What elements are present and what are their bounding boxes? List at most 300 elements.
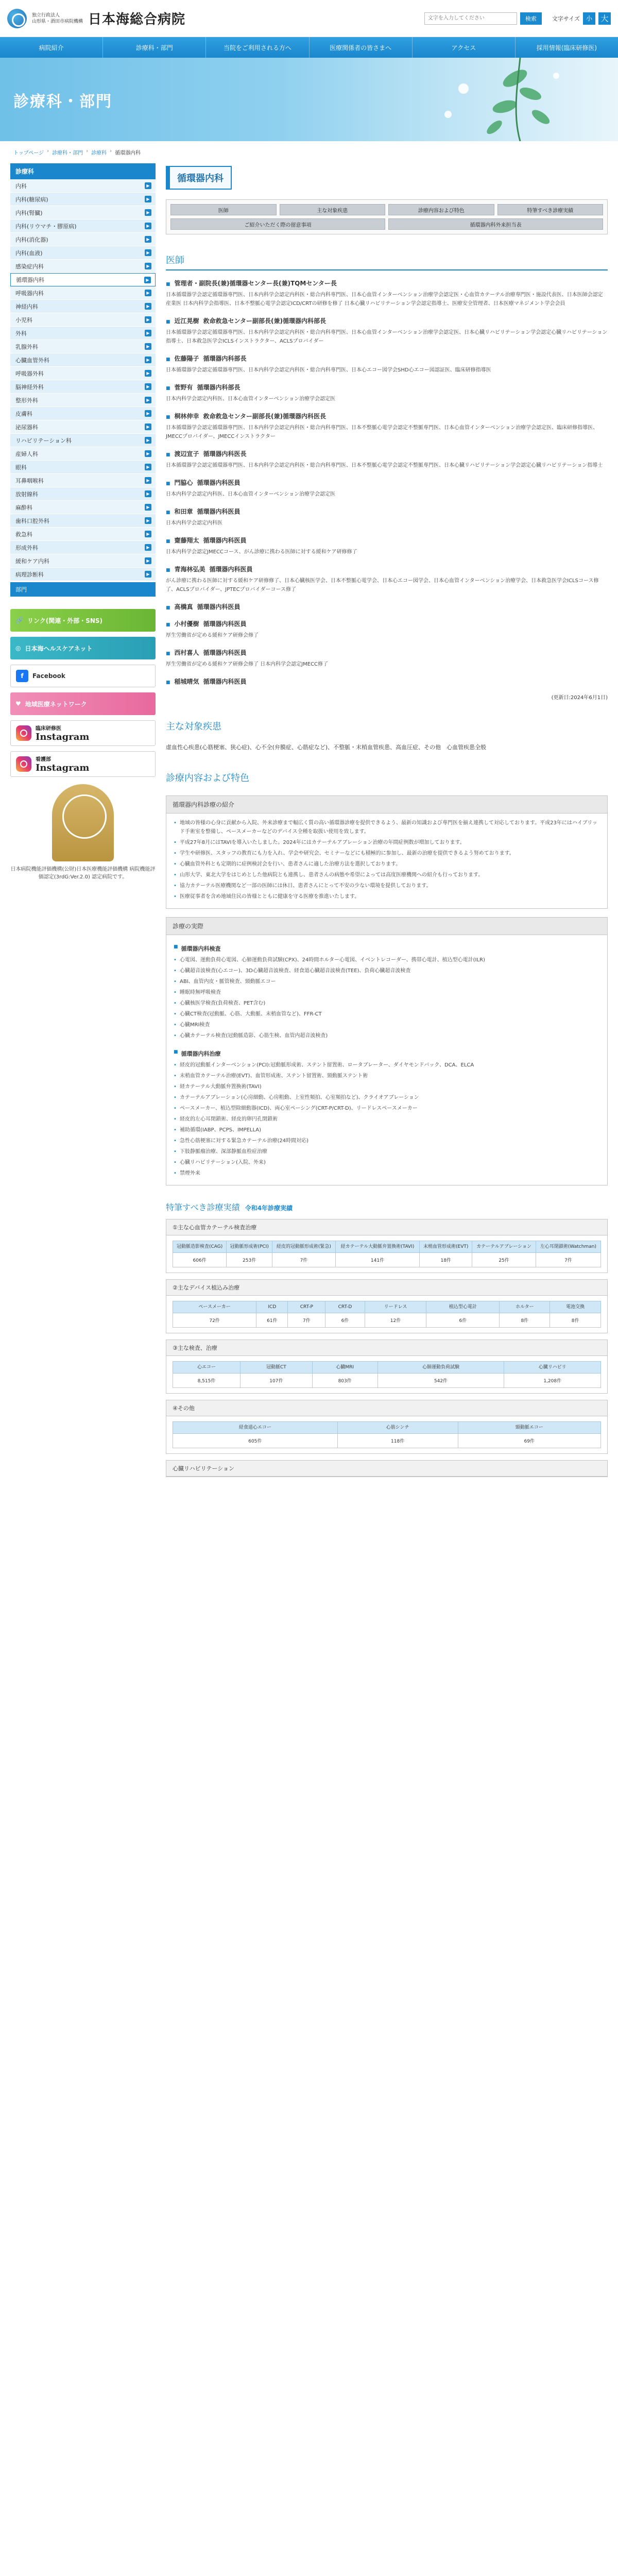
clinical-box-heading: 診療の実際: [166, 918, 607, 935]
sidebar-item[interactable]: [10, 434, 156, 447]
stats-table-2: [166, 1279, 608, 1333]
clinical-item: • ペースメーカー、植込型除細動器(ICD)、両心室ペーシング(CRT-P/CRT-D)、リードレスペースメーカー: [174, 1104, 600, 1113]
doctor-entry: [166, 602, 608, 611]
table-cell: 8,515件: [173, 1374, 241, 1388]
doctor-name: 小村優樹: [174, 620, 199, 628]
instagram-banner-subtitle: 臨床研修医: [36, 726, 61, 732]
clinical-item: • 経皮的冠動脈インターベンション(PCI):冠動脈形成術、ステント留置術、ロータブレーター、ダイヤモンドバック、DCA、ELCA: [174, 1061, 600, 1070]
clinical-sub-heading: 循環器内科検査: [181, 945, 221, 952]
chevron-right-icon: ▶: [145, 477, 151, 484]
table-header: 頸動脈エコー: [458, 1422, 600, 1434]
table-row: [173, 1434, 601, 1448]
font-size-label: 文字サイズ: [552, 15, 580, 22]
doctor-entry: [166, 677, 608, 686]
doctor-name: 桐林伸幸: [174, 413, 199, 420]
square-bullet-icon: ■: [166, 386, 170, 391]
table-header: ペースメーカー: [173, 1301, 256, 1313]
sidebar-item[interactable]: [10, 487, 156, 501]
doctor-name: 近江晃樹: [174, 317, 199, 325]
doctor-title: 循環器内科医員: [203, 620, 247, 628]
table-cell: 141件: [335, 1253, 419, 1267]
sidebar-item[interactable]: [10, 380, 156, 394]
feature-item: • 平成27年8月にはTAVIを導入いたしました。2024年にはカテーテルアブレーション治療の年間症例数が増加しております。: [174, 838, 600, 847]
chevron-right-icon: ▶: [145, 223, 151, 229]
breadcrumb-home[interactable]: トップページ: [13, 150, 44, 156]
sidebar-item[interactable]: [10, 246, 156, 260]
table-cell: 7件: [536, 1253, 600, 1267]
accreditation-block: [10, 784, 156, 881]
chevron-right-icon: ▶: [145, 370, 151, 377]
stats-table-3: [166, 1340, 608, 1394]
square-bullet-icon: ■: [166, 510, 170, 515]
sidebar-item-label: 乳腺外科: [15, 343, 38, 350]
targets-text: 虚血性心疾患(心筋梗塞、狭心症)、心不全(弁膜症、心筋症など)、不整脈・末梢血管疾患、高血圧症、その他 心血管疾患全般: [166, 744, 487, 751]
table-cell: 542件: [377, 1374, 504, 1388]
link-icon: 🔗: [15, 617, 23, 624]
doctor-title: 循環器内科部長: [203, 355, 247, 362]
sidebar-item-label: 外科: [15, 330, 27, 337]
doctor-credentials: 日本内科学会認定内科医、日本心血管インターベンション治療学会認定医: [166, 492, 336, 497]
stats-table-4: [166, 1400, 608, 1454]
sidebar-item-label: 救急科: [15, 531, 32, 538]
doctor-title: 循環器内科医員: [203, 649, 247, 656]
page-banner: [0, 58, 618, 141]
sidebar-item[interactable]: [10, 193, 156, 206]
sidebar-item[interactable]: [10, 461, 156, 474]
sidebar-item-label: 緩和ケア内科: [15, 557, 49, 565]
chevron-right-icon: ▶: [145, 330, 151, 336]
chevron-right-icon: ▶: [145, 410, 151, 417]
table-cell: 606件: [173, 1253, 227, 1267]
table-header: 左心耳閉鎖術(Watchman): [536, 1241, 600, 1253]
chevron-right-icon: ▶: [145, 343, 151, 350]
doctor-entry: [166, 383, 608, 403]
stats-table-heading: ④その他: [166, 1400, 607, 1416]
table-header: ICD: [256, 1301, 288, 1313]
doctor-title: 循環器内科医員: [203, 678, 247, 685]
table-cell: 69件: [458, 1434, 600, 1448]
sidebar-item[interactable]: [10, 447, 156, 461]
sidebar-item[interactable]: [10, 260, 156, 273]
sidebar-item[interactable]: [10, 394, 156, 407]
table-header: 心臓MRI: [312, 1362, 377, 1374]
sidebar-item[interactable]: [10, 474, 156, 487]
doctor-credentials: 日本内科学会認定内科医: [166, 520, 222, 526]
tab-features[interactable]: 診療内容および特色: [388, 204, 494, 215]
table-header: 電池交換: [550, 1301, 601, 1313]
square-bullet-icon: ■: [166, 539, 170, 544]
hospital-logo-icon: [7, 9, 27, 28]
sidebar-item-label: 小児科: [15, 316, 32, 324]
stats-table: [173, 1361, 601, 1388]
chevron-right-icon: ▶: [145, 182, 151, 189]
chevron-right-icon: ▶: [144, 277, 151, 283]
breadcrumb-clinical[interactable]: 診療科: [91, 150, 107, 156]
square-bullet-icon: ■: [174, 1049, 178, 1055]
instagram-banner-subtitle: 看護部: [36, 757, 51, 762]
chevron-right-icon: ▶: [145, 290, 151, 296]
sidebar-item[interactable]: [10, 340, 156, 353]
feature-item: • 協力カテーテル医療機関など一部の医師には休日、患者さんにとって不安の少ない環境を提供しております。: [174, 882, 600, 890]
instagram-banner-title: Instagram: [36, 762, 90, 773]
clinical-item: • 末梢血管カテーテル治療(EVT)、血管形成術、ステント留置術、頸動脈ステント術: [174, 1072, 600, 1080]
table-cell: 61件: [256, 1313, 288, 1328]
page-title: 循環器内科: [166, 166, 232, 190]
stats-table-heading: ③主な検査、治療: [166, 1340, 607, 1356]
heart-icon: ♥: [15, 700, 21, 707]
table-header: 心筋シンチ: [337, 1422, 458, 1434]
square-bullet-icon: ■: [166, 568, 170, 573]
stats-table-heading: ②主なデバイス植込み治療: [166, 1280, 607, 1296]
search-input[interactable]: [424, 12, 517, 25]
sidebar-item[interactable]: [10, 554, 156, 568]
sidebar: [10, 163, 156, 1477]
table-header: 冠動脈形成術(PCI): [227, 1241, 272, 1253]
table-cell: 72件: [173, 1313, 256, 1328]
doctor-entry: [166, 279, 608, 308]
doctor-name: 門脇心: [174, 479, 193, 486]
table-cell: 6件: [325, 1313, 365, 1328]
doctor-entry: [166, 354, 608, 375]
regional-network-banner[interactable]: [10, 692, 156, 715]
table-cell: 6件: [426, 1313, 500, 1328]
sidebar-item[interactable]: [10, 528, 156, 541]
sidebar-item[interactable]: [10, 514, 156, 528]
doctor-entry: [166, 449, 608, 470]
sidebar-item-label: 心臓血管外科: [15, 357, 49, 364]
sidebar-item[interactable]: [10, 206, 156, 219]
sidebar-item-label: 整形外科: [15, 397, 38, 404]
doctor-title: 循環器内科医員: [197, 603, 241, 611]
square-bullet-icon: ■: [174, 944, 178, 950]
doctor-title: 循環器内科部長: [197, 384, 241, 391]
healthcare-net-banner[interactable]: [10, 637, 156, 659]
table-cell: 605件: [173, 1434, 338, 1448]
sidebar-item[interactable]: [10, 353, 156, 367]
stats-table-heading: ①主な心血管カテーテル検査治療: [166, 1219, 607, 1235]
clinical-item: • 経カテーテル大動脈弁置換術(TAVI): [174, 1082, 600, 1091]
sidebar-item-label: 麻酔科: [15, 504, 32, 511]
clinical-item: • 経皮的左心耳閉鎖術、経皮的卵円孔閉鎖術: [174, 1115, 600, 1124]
tab-outpatient-schedule[interactable]: 循環器内科外来担当表: [388, 218, 603, 230]
chevron-right-icon: ▶: [145, 316, 151, 323]
stats-table: [173, 1241, 601, 1267]
logo-small-line-1: 独立行政法人: [32, 12, 60, 18]
gnav-item-departments[interactable]: 診療科・部門: [103, 37, 206, 58]
sidebar-item-label: 内科(糖尿病): [15, 196, 48, 203]
network-icon: ◎: [15, 645, 21, 652]
doctor-name: 菅野有: [174, 384, 193, 391]
clinical-item: • 心臓核医学検査(負荷検査、PET含む): [174, 999, 600, 1008]
sidebar-item-label: 呼吸器外科: [15, 370, 44, 377]
doctor-name: 和田章: [174, 508, 193, 515]
sidebar-section-departments[interactable]: 部門: [10, 582, 156, 597]
doctor-entry: [166, 536, 608, 556]
accreditation-text: 日本病院機能評価機構(公財)日本医療機能評価機構 病院機能評価認定(3rdG:Ver.2.0) 認定病院です。: [10, 867, 156, 880]
chevron-right-icon: ▶: [145, 504, 151, 511]
table-header: リードレス: [365, 1301, 426, 1313]
table-cell: 107件: [240, 1374, 312, 1388]
site-header: [0, 0, 618, 37]
doctor-title: 救命救急センター副部長(兼)循環器内科医長: [203, 413, 327, 420]
table-cell: 25件: [472, 1253, 536, 1267]
table-cell: 18件: [420, 1253, 472, 1267]
clinical-sub-heading: 循環器内科治療: [181, 1050, 221, 1057]
instagram-banner-title: Instagram: [36, 732, 90, 742]
square-bullet-icon: ■: [166, 605, 170, 611]
breadcrumb-departments[interactable]: 診療科・部門: [52, 150, 83, 156]
table-header: CRT-D: [325, 1301, 365, 1313]
sidebar-item[interactable]: [10, 501, 156, 514]
nursing-instagram-banner[interactable]: [10, 751, 156, 777]
sidebar-item[interactable]: [10, 179, 156, 193]
stats-table: [173, 1301, 601, 1328]
chevron-right-icon: ▶: [145, 571, 151, 578]
sidebar-item-label: 歯科口腔外科: [15, 517, 49, 524]
feature-item: • 地域の皆様の心身に貢献から入院、外来診療まで幅広く質の高い循環器診療を提供できるよう、最新の知識および専門医を揃え連携して対応しております。平成23年にはハイブリッド手術室を整備し、ペースメーカーなどのデバイス全種を取扱い使用を致します。: [174, 819, 600, 836]
site-logo[interactable]: [7, 9, 185, 28]
accreditation-badge-icon[interactable]: [52, 784, 114, 861]
sidebar-item[interactable]: [10, 313, 156, 327]
sidebar-item-label: リハビリテーション科: [15, 437, 72, 444]
breadcrumb-current: 循環器内科: [115, 150, 141, 156]
chevron-right-icon: ▶: [145, 450, 151, 457]
feature-item: • 学生や研修医、スタッフの教育にも力を入れ、学会や研究会、セミナーなどにも積極的に参加し、最新の治療を提供できるよう努めております。: [174, 849, 600, 858]
square-bullet-icon: ■: [166, 415, 170, 420]
tab-referral-notes[interactable]: ご紹介いただく際の留意事項: [170, 218, 385, 230]
sidebar-item[interactable]: [10, 300, 156, 313]
sidebar-item-label: 形成外科: [15, 544, 38, 551]
gnav-item-medical-staff[interactable]: 医療関係者の皆さまへ: [310, 37, 413, 58]
stats-table-1: [166, 1219, 608, 1273]
tab-achievements[interactable]: 特筆すべき診療実績: [497, 204, 604, 215]
anchor-tabs: [166, 199, 608, 234]
table-header: 末梢血管形成術(EVT): [420, 1241, 472, 1253]
doctor-title: 救命救急センター副部長(兼)循環器内科部長: [203, 317, 327, 325]
facebook-label: Facebook: [32, 672, 65, 680]
healthcare-net-label: 日本海ヘルスケアネット: [25, 645, 93, 652]
chevron-right-icon: ▶: [145, 531, 151, 537]
doctor-name: 高橋真: [174, 603, 193, 611]
instagram-icon: [16, 725, 31, 741]
square-bullet-icon: ■: [166, 481, 170, 486]
sidebar-item[interactable]: [10, 568, 156, 581]
chevron-right-icon: ▶: [145, 557, 151, 564]
sidebar-item-label: 神経内科: [15, 303, 38, 310]
sidebar-item[interactable]: [10, 233, 156, 246]
sidebar-item[interactable]: [10, 286, 156, 300]
global-nav: [0, 37, 618, 58]
table-cell: 1,208件: [504, 1374, 601, 1388]
sidebar-item-label: 感染症内科: [15, 263, 44, 270]
resident-instagram-banner[interactable]: [10, 720, 156, 746]
doctor-entry: [166, 507, 608, 528]
feature-item: • 医療従事者を含め地域住民の皆様とともに健康を守る医療を推進いたします。: [174, 892, 600, 901]
gnav-item-about[interactable]: 病院紹介: [0, 37, 103, 58]
table-cell: 8件: [500, 1313, 550, 1328]
doctor-entry: [166, 316, 608, 346]
clinical-item: • カテーテルアブレーション(心房細動、心房粗動、上室性頻拍、心室頻拍など)、クライオアブレーション: [174, 1093, 600, 1102]
table-cell: 253件: [227, 1253, 272, 1267]
hospital-name: 日本海総合病院: [88, 12, 186, 27]
regional-network-label: 地域医療ネットワーク: [25, 700, 87, 708]
instagram-icon: [16, 756, 31, 772]
gnav-item-access[interactable]: アクセス: [413, 37, 516, 58]
table-cell: 8件: [550, 1313, 601, 1328]
feature-item: • 山形大学、東北大学をはじめとした他病院とも連携し、患者さんの病態や希望によっては高度医療機関への紹介も行っております。: [174, 871, 600, 879]
font-size-small-button[interactable]: 小: [583, 12, 595, 25]
links-banner-label: リンク(関連・外部・SNS): [27, 617, 103, 624]
clinical-item: • 心臓リハビリテーション(入院、外来): [174, 1158, 600, 1167]
doctor-entry: [166, 565, 608, 594]
doctor-title: 循環器内科医員: [197, 479, 241, 486]
table-header: ホルター: [500, 1301, 550, 1313]
table-header: 心肺運動負荷試験: [377, 1362, 504, 1374]
clinical-item: • ABI、血管内皮・脈管検査、頸動脈エコー: [174, 977, 600, 986]
sidebar-item[interactable]: [10, 367, 156, 380]
chevron-right-icon: ▶: [145, 263, 151, 269]
square-bullet-icon: ■: [166, 319, 170, 325]
clinical-item: • 心電図、運動負荷心電図、心肺運動負荷試験(CPX)、24時間ホルター心電図、イベントレコーダー、携帯心電計、植込型心電計(ILR): [174, 956, 600, 964]
breadcrumb-separator: ›: [86, 148, 89, 154]
doctor-entry: [166, 648, 608, 669]
table-header: 経食道心エコー: [173, 1422, 338, 1434]
clinical-item: • 心臓カテーテル検査(冠動脈造影、心筋生検、血管内超音波検査): [174, 1031, 600, 1040]
table-cell: 7件: [288, 1313, 325, 1328]
sidebar-item-current[interactable]: [10, 273, 156, 286]
search-button[interactable]: 検索: [520, 12, 542, 25]
sidebar-item-label: 脳神経外科: [15, 383, 44, 391]
doctor-credentials: 日本循環器学会認定循環器専門医、日本内科学会認定内科医・総合内科専門医、日本不整脈心電学会認定不整脈専門医、日本心血管インターベンション治療学会認定医、臨床研修指導医、JMECCプロバイダー、JMECCインストラクター: [166, 425, 598, 439]
targets-heading: 主な対象疾患: [166, 721, 221, 732]
doctor-credentials: 厚生労働省が定める緩和ケア研修会修了 日本内科学会認定JMECC修了: [166, 662, 329, 667]
square-bullet-icon: ■: [166, 651, 170, 656]
doctor-credentials: 日本循環器学会認定循環器専門医、日本内科学会認定内科医・総合内科専門医、日本不整脈心電学会認定不整脈専門医、日本心臓リハビリテーション学会認定心臓リハビリテーション指導士: [166, 463, 603, 468]
table-cell: 7件: [272, 1253, 336, 1267]
sidebar-item-label: 内科(腎臓): [15, 209, 43, 216]
clinical-item: • 禁煙外来: [174, 1169, 600, 1178]
table-header: 経カテーテル大動脈弁置換術(TAVI): [335, 1241, 419, 1253]
table-row: [173, 1253, 601, 1267]
sidebar-item-label: 内科(リウマチ・膠原病): [15, 223, 77, 230]
table-row: [173, 1313, 601, 1328]
font-size-large-button[interactable]: 大: [598, 12, 611, 25]
sidebar-item-label: 内科: [15, 182, 27, 190]
gnav-item-recruit[interactable]: 採用情報(臨床研修医): [536, 44, 597, 52]
clinical-item: • 心臓超音波検査(心エコー)、3D心臓超音波検査、経食道心臓超音波検査(TEE)、負荷心臓超音波検査: [174, 967, 600, 975]
tab-diseases[interactable]: 主な対象疾患: [280, 204, 386, 215]
sidebar-item-label: 耳鼻咽喉科: [15, 477, 44, 484]
sidebar-item-label: 内科(消化器): [15, 236, 48, 243]
stats-heading: [166, 1201, 608, 1213]
doctor-entry: [166, 478, 608, 499]
stats-heading-text: 特筆すべき診療実績: [166, 1202, 240, 1212]
doctor-name: 渡辺宣子: [174, 450, 199, 457]
doctor-name: 西村喜人: [174, 649, 199, 656]
banner-title: 診療科・部門: [13, 93, 112, 111]
chevron-right-icon: ▶: [145, 303, 151, 310]
doctor-name: 青海林弘美: [174, 566, 205, 573]
sidebar-item-label: 内科(血液): [15, 249, 43, 257]
table-cell: 118件: [337, 1434, 458, 1448]
square-bullet-icon: ■: [166, 680, 170, 685]
chevron-right-icon: ▶: [145, 357, 151, 363]
chevron-right-icon: ▶: [145, 423, 151, 430]
chevron-right-icon: ▶: [145, 517, 151, 524]
doctor-title: 循環器内科医員: [203, 537, 247, 544]
sidebar-item[interactable]: [10, 420, 156, 434]
sidebar-item-label: 皮膚科: [15, 410, 32, 417]
links-banner[interactable]: [10, 609, 156, 632]
doctor-name: 佐藤陽子: [174, 355, 199, 362]
sidebar-item-label: 産婦人科: [15, 450, 38, 457]
table-header: 心臓リハビリ: [504, 1362, 601, 1374]
chevron-right-icon: ▶: [145, 236, 151, 243]
sidebar-item-label: 泌尿器科: [15, 423, 38, 431]
gnav-item-visitors[interactable]: 当院をご利用される方へ: [206, 37, 309, 58]
facebook-banner[interactable]: [10, 665, 156, 687]
logo-small-line-2: 山形県・酒田市病院機構: [32, 19, 83, 24]
clinical-item: • 睡眠時無呼吸検査: [174, 988, 600, 997]
table-row: [173, 1374, 601, 1388]
table-cell: 12件: [365, 1313, 426, 1328]
sidebar-item[interactable]: [10, 327, 156, 340]
square-bullet-icon: ■: [166, 452, 170, 457]
banner-illustration: [402, 58, 577, 141]
sidebar-item-label: 眼科: [15, 464, 27, 471]
sidebar-item-label: 呼吸器内科: [15, 290, 44, 297]
doctor-entry: [166, 619, 608, 640]
main-content: [166, 163, 608, 1477]
sidebar-heading: 診療科: [10, 163, 156, 179]
feature-item: • 心臓血管外科とも定期的に症例検討会を行い、患者さんに適した治療方法を選択しております。: [174, 860, 600, 869]
facebook-icon: f: [16, 670, 28, 682]
features-box-heading: 循環器内科診療の紹介: [166, 796, 607, 814]
chevron-right-icon: ▶: [145, 209, 151, 216]
tab-doctors[interactable]: 医師: [170, 204, 277, 215]
doctor-entry: [166, 412, 608, 441]
doctor-name: 稲城晴気: [174, 678, 199, 685]
clinical-item: • 心臓CT検査(冠動脈、心筋、大動脈、末梢血管など)、FFR-CT: [174, 1010, 600, 1019]
sidebar-item[interactable]: [10, 541, 156, 554]
chevron-right-icon: ▶: [145, 544, 151, 551]
breadcrumb-separator: ›: [47, 148, 49, 154]
chevron-right-icon: ▶: [145, 464, 151, 470]
doctors-heading: 医師: [166, 253, 608, 270]
sidebar-banners: [10, 609, 156, 777]
table-header: CRT-P: [288, 1301, 325, 1313]
stats-table: [173, 1421, 601, 1448]
sidebar-item[interactable]: [10, 407, 156, 420]
sidebar-item[interactable]: [10, 219, 156, 233]
table-header: 冠動脈造影検査(CAG): [173, 1241, 227, 1253]
table-header: 植込型心電計: [426, 1301, 500, 1313]
stats-rehab-box: [166, 1460, 608, 1477]
doctor-credentials: 厚生労働省が定める緩和ケア研修会修了: [166, 633, 259, 638]
features-heading: 診療内容および特色: [166, 773, 249, 784]
clinical-item: • 急性心筋梗塞に対する緊急カテーテル治療(24時間対応): [174, 1137, 600, 1145]
square-bullet-icon: ■: [166, 282, 170, 287]
doctor-title: 循環器内科医員: [209, 566, 253, 573]
doctor-title: 循環器内科医員: [197, 508, 241, 515]
doctor-name: 齋藤翔太: [174, 537, 199, 544]
chevron-right-icon: ▶: [145, 397, 151, 403]
clinical-item: • 下肢静脈瘤治療、深部静脈血栓症治療: [174, 1147, 600, 1156]
chevron-right-icon: ▶: [145, 196, 151, 202]
clinical-box: [166, 917, 608, 1185]
table-header: カテーテルアブレーション: [472, 1241, 536, 1253]
chevron-right-icon: ▶: [145, 249, 151, 256]
